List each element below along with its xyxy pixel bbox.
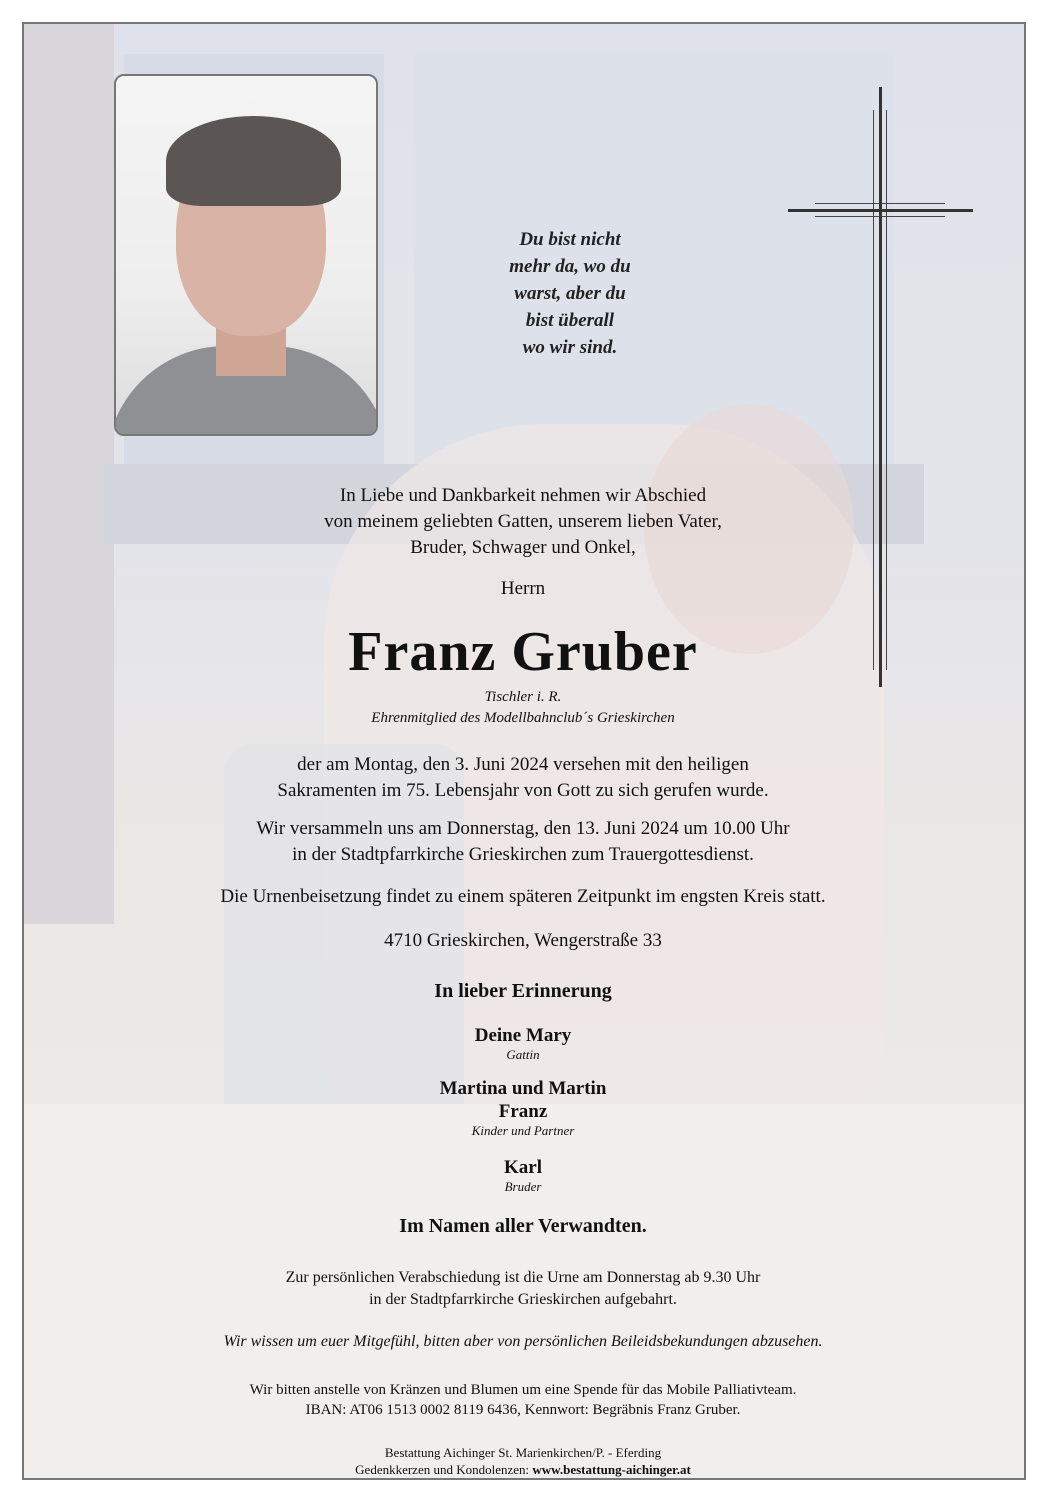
service-line: Wir versammeln uns am Donnerstag, den 13. Juni 2024 um 10.00 Uhr [256, 818, 790, 839]
occupation [0, 687, 1046, 729]
memorial-quote [440, 226, 700, 361]
intro-line: In Liebe und Dankbarkeit nehmen wir Abschied [339, 485, 707, 506]
condolence-info [0, 1461, 1046, 1478]
condolence-prefix: Gedenkkerzen und Kondolenzen: [355, 1462, 533, 1477]
mourner-role: Kinder und Partner [471, 1123, 575, 1138]
service-notice [0, 816, 1046, 868]
funeral-home-footer [0, 1444, 1046, 1478]
intro-text [0, 483, 1046, 561]
mourner-role: Bruder [504, 1179, 542, 1194]
mourner-name: Franz [498, 1101, 548, 1122]
donation-notice [0, 1380, 1046, 1420]
deceased-name: Franz Gruber [348, 621, 698, 683]
viewing-line: Zur persönlichen Verabschiedung ist die Urne am Donnerstag ab 9.30 Uhr [285, 1269, 761, 1286]
funeral-home-name: Bestattung Aichinger St. Marienkirchen/P. - Eferding [384, 1445, 662, 1460]
death-line: der am Montag, den 3. Juni 2024 versehen mit den heiligen [297, 754, 749, 775]
donation-line: IBAN: AT06 1513 0002 8119 6436, Kennwort: Begräbnis Franz Gruber. [305, 1402, 741, 1418]
quote-line: wo wir sind. [522, 337, 618, 358]
quote-line: Du bist nicht [519, 229, 621, 250]
address: 4710 Grieskirchen, Wengerstraße 33 [384, 930, 662, 951]
mourner-name: Deine Mary [474, 1025, 572, 1046]
mourner-name: Martina und Martin [439, 1078, 607, 1099]
memory-heading: In lieber Erinnerung [434, 980, 612, 1002]
viewing-line: in der Stadtpfarrkirche Grieskirchen aufgebahrt. [369, 1291, 677, 1308]
mourner-entry [0, 1024, 1046, 1063]
burial-notice: Die Urnenbeisetzung findet zu einem späteren Zeitpunkt im engsten Kreis statt. [220, 886, 826, 907]
portrait-photo [114, 74, 378, 436]
death-line: Sakramenten im 75. Lebensjahr von Gott zu sich gerufen wurde. [277, 780, 769, 801]
mourner-entry [0, 1156, 1046, 1195]
quote-line: warst, aber du [514, 283, 626, 304]
occupation-line: Tischler i. R. [484, 689, 562, 705]
condolence-note: Wir wissen um euer Mitgefühl, bitten aber von persönlichen Beileidsbekundungen abzusehen. [223, 1333, 823, 1350]
quote-line: mehr da, wo du [509, 256, 631, 277]
closing-line: Im Namen aller Verwandten. [399, 1215, 647, 1237]
intro-line: von meinem geliebten Gatten, unserem lieben Vater, [324, 511, 722, 532]
mourner-entry [0, 1077, 1046, 1139]
website-link[interactable]: www.bestattung-aichinger.at [532, 1462, 691, 1477]
salutation: Herrn [500, 578, 546, 599]
donation-line: Wir bitten anstelle von Kränzen und Blumen um eine Spende für das Mobile Palliativteam. [249, 1382, 797, 1398]
quote-line: bist überall [525, 310, 615, 331]
portrait-hair [166, 116, 341, 206]
mourner-name: Karl [504, 1157, 542, 1178]
intro-line: Bruder, Schwager und Onkel, [410, 537, 636, 558]
mourner-role: Gattin [506, 1047, 540, 1062]
death-notice [0, 752, 1046, 804]
service-line: in der Stadtpfarrkirche Grieskirchen zum Trauergottesdienst. [292, 844, 754, 865]
occupation-line: Ehrenmitglied des Modellbahnclub´s Grieskirchen [371, 710, 675, 726]
viewing-notice [0, 1267, 1046, 1311]
